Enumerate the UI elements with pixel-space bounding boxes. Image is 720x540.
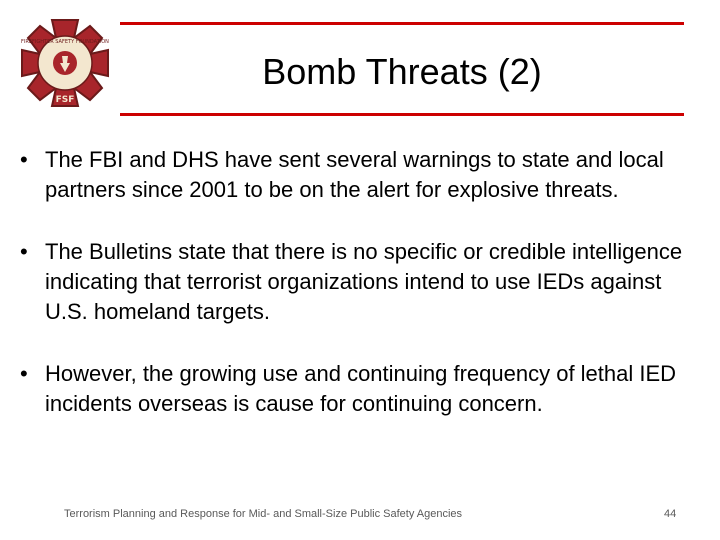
maltese-cross-icon [18,16,112,110]
bullet-dot-icon: • [20,361,28,386]
title-rule-bottom [120,113,684,116]
bullet-dot-icon: • [20,147,28,172]
logo-arc-text: FIREFIGHTER SAFETY FOUNDATION [21,39,109,45]
bullet-text: However, the growing use and continuing frequency of lethal IED incidents overseas is cause for continuing concern. [45,361,677,416]
bullet-item [20,145,710,205]
logo [18,16,112,110]
logo-monogram: FSF [55,95,75,105]
slide-footer: Terrorism Planning and Response for Mid- and Small-Size Public Safety Agencies [64,508,463,520]
title-rule-top [120,22,684,25]
bullet-text: The Bulletins state that there is no specific or credible intelligence indicating that terrorist organizations intend to use IEDs against U.S. homeland targets. [45,239,683,324]
bullet-item [20,359,710,419]
bullet-text: The FBI and DHS have sent several warnings to state and local partners since 2001 to be on the alert for explosive threats. [45,147,664,202]
bullet-list [20,145,710,451]
bullet-dot-icon: • [20,239,28,264]
page-number: 44 [664,508,677,520]
slide-title: Bomb Threats (2) [262,51,542,92]
bullet-item [20,237,710,327]
